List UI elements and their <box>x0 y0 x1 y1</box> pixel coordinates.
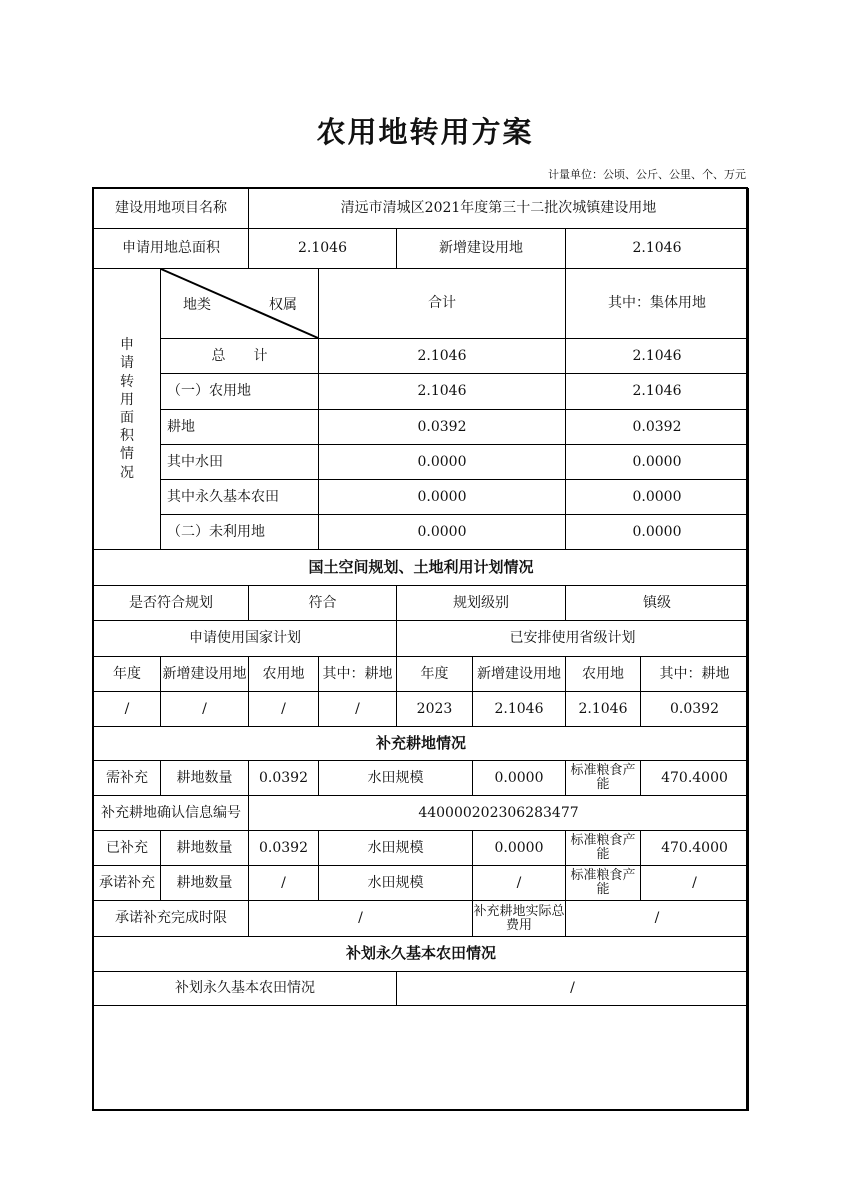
apply-side-label <box>93 268 161 550</box>
apply-row-label: （一）农用地 <box>160 373 319 410</box>
plan-col-header: 其中：耕地 <box>640 656 749 692</box>
need-grain-label: 标准粮食产能 <box>565 760 641 796</box>
promise-paddy-label: 水田规模 <box>318 865 473 901</box>
done-paddy-value: 0.0000 <box>472 830 566 866</box>
side-label-char: 转 <box>120 373 134 390</box>
side-label-char: 面 <box>120 410 134 426</box>
cost-value: / <box>565 900 749 937</box>
confirm-number-label: 补充耕地确认信息编号 <box>93 795 249 831</box>
promise-paddy-value: / <box>472 865 566 901</box>
plan-col-value: / <box>160 691 249 727</box>
new-construction-label: 新增建设用地 <box>396 228 566 269</box>
apply-row-label: 总 计 <box>160 338 319 374</box>
need-grain-value: 470.4000 <box>640 760 749 796</box>
project-name-label: 建设用地项目名称 <box>93 188 249 229</box>
plan-col-header: 农用地 <box>248 656 319 692</box>
apply-row-collective: 0.0000 <box>565 479 749 515</box>
page-title: 农用地转用方案 <box>316 115 534 149</box>
plan-col-header: 新增建设用地 <box>472 656 566 692</box>
apply-row-collective: 0.0392 <box>565 409 749 445</box>
plan-section-header: 国土空间规划、土地利用计划情况 <box>93 549 749 586</box>
level-value: 镇级 <box>565 585 749 621</box>
deadline-value: / <box>248 900 473 937</box>
col-collective-header: 其中：集体用地 <box>565 268 749 339</box>
plan-col-value: 2023 <box>396 691 473 727</box>
total-area-label: 申请用地总面积 <box>93 228 249 269</box>
new-construction-value: 2.1046 <box>565 228 749 269</box>
side-label-char: 积 <box>120 428 134 445</box>
apply-row-label: 其中永久基本农田 <box>160 479 319 515</box>
apply-row-collective: 2.1046 <box>565 338 749 374</box>
done-paddy-label: 水田规模 <box>318 830 473 866</box>
apply-row-collective: 0.0000 <box>565 444 749 480</box>
apply-row-total: 2.1046 <box>318 373 566 410</box>
promise-qty-value: / <box>248 865 319 901</box>
project-name-value: 清远市清城区2021年度第三十二批次城镇建设用地 <box>248 188 749 229</box>
plan-col-value: 0.0392 <box>640 691 749 727</box>
apply-row-total: 2.1046 <box>318 338 566 374</box>
apply-row-label: 耕地 <box>160 409 319 445</box>
done-grain-value: 470.4000 <box>640 830 749 866</box>
diagonal-header <box>160 268 319 339</box>
apply-row-collective: 0.0000 <box>565 514 749 550</box>
plan-col-value: 2.1046 <box>472 691 566 727</box>
apply-row-collective: 2.1046 <box>565 373 749 410</box>
conform-value: 符合 <box>248 585 397 621</box>
side-label-char: 申 <box>120 337 134 354</box>
col-total-header: 合计 <box>318 268 566 339</box>
blank-area <box>93 1005 749 1111</box>
plan-col-header: 年度 <box>93 656 161 692</box>
plan-col-header: 新增建设用地 <box>160 656 249 692</box>
conform-label: 是否符合规划 <box>93 585 249 621</box>
need-paddy-label: 水田规模 <box>318 760 473 796</box>
deadline-label: 承诺补充完成时限 <box>93 900 249 937</box>
side-label-char: 情 <box>120 446 134 463</box>
supplement-section-header: 补充耕地情况 <box>93 726 749 761</box>
side-label-char: 请 <box>120 355 134 372</box>
diag-left-label: 地类 <box>183 297 211 313</box>
confirm-number-value: 440000202306283477 <box>248 795 749 831</box>
promise-grain-label: 标准粮食产能 <box>565 865 641 901</box>
level-label: 规划级别 <box>396 585 566 621</box>
apply-row-label: （二）未利用地 <box>160 514 319 550</box>
apply-row-total: 0.0000 <box>318 479 566 515</box>
apply-row-total: 0.0000 <box>318 514 566 550</box>
plan-col-value: / <box>318 691 397 727</box>
done-label: 已补充 <box>93 830 161 866</box>
promise-qty-label: 耕地数量 <box>160 865 249 901</box>
diag-right-label: 权属 <box>269 297 297 313</box>
done-grain-label: 标准粮食产能 <box>565 830 641 866</box>
promise-label: 承诺补充 <box>93 865 161 901</box>
cost-label: 补充耕地实际总费用 <box>472 900 566 937</box>
plan-col-value: / <box>248 691 319 727</box>
apply-row-total: 0.0392 <box>318 409 566 445</box>
basic-farmland-value: / <box>396 971 749 1006</box>
promise-grain-value: / <box>640 865 749 901</box>
need-qty-label: 耕地数量 <box>160 760 249 796</box>
side-label-char: 况 <box>120 464 134 481</box>
need-qty-value: 0.0392 <box>248 760 319 796</box>
provincial-plan-header: 已安排使用省级计划 <box>396 620 749 657</box>
basic-farmland-label: 补划永久基本农田情况 <box>93 971 397 1006</box>
side-label-char: 用 <box>120 391 134 408</box>
unit-note: 计量单位：公顷、公斤、公里、个、万元 <box>548 168 746 181</box>
total-area-value: 2.1046 <box>248 228 397 269</box>
apply-row-label: 其中水田 <box>160 444 319 480</box>
apply-row-total: 0.0000 <box>318 444 566 480</box>
plan-col-header: 农用地 <box>565 656 641 692</box>
plan-col-header: 其中：耕地 <box>318 656 397 692</box>
national-plan-header: 申请使用国家计划 <box>93 620 397 657</box>
done-qty-label: 耕地数量 <box>160 830 249 866</box>
need-paddy-value: 0.0000 <box>472 760 566 796</box>
plan-col-value: / <box>93 691 161 727</box>
need-label: 需补充 <box>93 760 161 796</box>
done-qty-value: 0.0392 <box>248 830 319 866</box>
plan-col-header: 年度 <box>396 656 473 692</box>
basic-farmland-section-header: 补划永久基本农田情况 <box>93 936 749 972</box>
plan-col-value: 2.1046 <box>565 691 641 727</box>
